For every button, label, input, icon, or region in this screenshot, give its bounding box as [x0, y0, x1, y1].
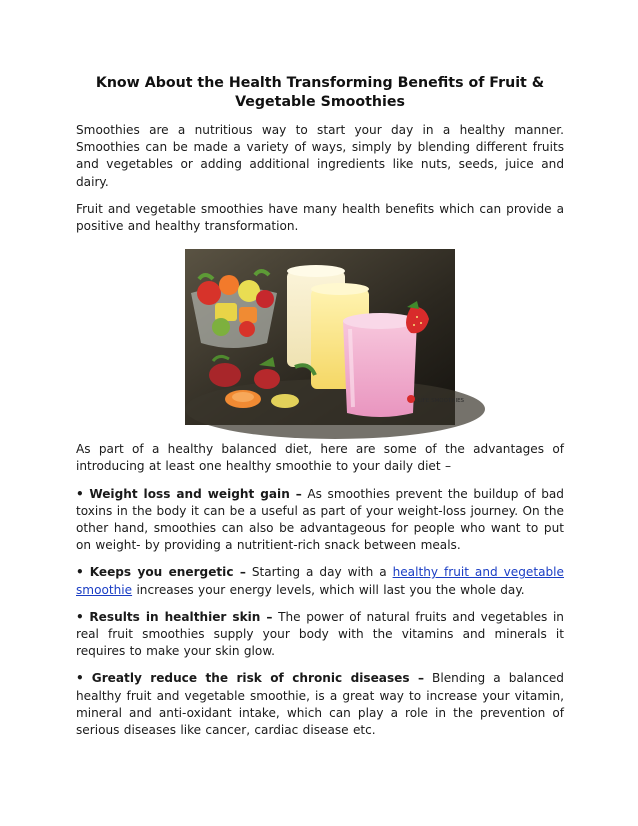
- bullet-chronic-diseases: [76, 670, 564, 739]
- logo-text: LIFE SMOOTHIES: [418, 398, 465, 405]
- bullet-heading: Keeps you energetic –: [89, 565, 246, 580]
- bullet-energetic: [76, 564, 564, 598]
- document-page: [76, 74, 564, 749]
- bullet-body: As smoothies prevent the buildup of bad toxins in the body it can be a useful as part of your weight-loss journey. On the other hand, smoothies can also be advantageous for people who want to put on weight- by providing a nutritient-rich snack between meals.: [76, 486, 564, 553]
- smoothie-illustration: [185, 249, 465, 425]
- smoothie-link[interactable]: healthy fruit and vegetable smoothie: [76, 565, 564, 597]
- bullet-heading: Weight loss and weight gain –: [89, 486, 302, 501]
- advantages-paragraph: As part of a healthy balanced diet, here are some of the advantages of introducing at least one healthy smoothie to your daily diet –: [76, 442, 564, 474]
- pink-smoothie-glass: [343, 313, 417, 417]
- bullet-weight-loss: [76, 486, 564, 555]
- bullet-body: The power of natural fruits and vegetables in real fruit smoothies supply your body with the vitamins and minerals it requires to make your skin glow.: [76, 609, 564, 659]
- bullet-marker: •: [76, 609, 84, 624]
- article-title: Know About the Health Transforming Benefits of Fruit & Vegetable Smoothies: [95, 75, 545, 110]
- bullet-marker: •: [76, 486, 84, 501]
- bullet-body: Starting a day with a: [245, 565, 393, 580]
- bullet-heading: Greatly reduce the risk of chronic diseases –: [91, 671, 425, 686]
- smoothie-photo: [185, 249, 465, 425]
- bullet-marker: •: [76, 565, 84, 580]
- benefits-paragraph: Fruit and vegetable smoothies have many health benefits which can provide a positive and healthy transformation.: [76, 201, 564, 234]
- bullet-body-end: increases your energy levels, which will last you the whole day.: [132, 582, 525, 597]
- bullet-heading: Results in healthier skin –: [89, 609, 273, 624]
- bullet-body: Blending a balanced healthy fruit and vegetable smoothie, is a great way to increase your vitamin, mineral and anti-oxidant intake, which can play a role in the prevention of serious diseases like cancer, cardiac disease etc.: [76, 671, 564, 738]
- intro-paragraph: Smoothies are a nutritious way to start your day in a healthy manner. Smoothies can be made a variety of ways, simply by blending different fruits and vegetables or adding additional ingredients like nuts, seeds, juice and dairy.: [76, 123, 564, 189]
- bullet-skin: [76, 609, 564, 661]
- bullet-marker: •: [76, 671, 84, 686]
